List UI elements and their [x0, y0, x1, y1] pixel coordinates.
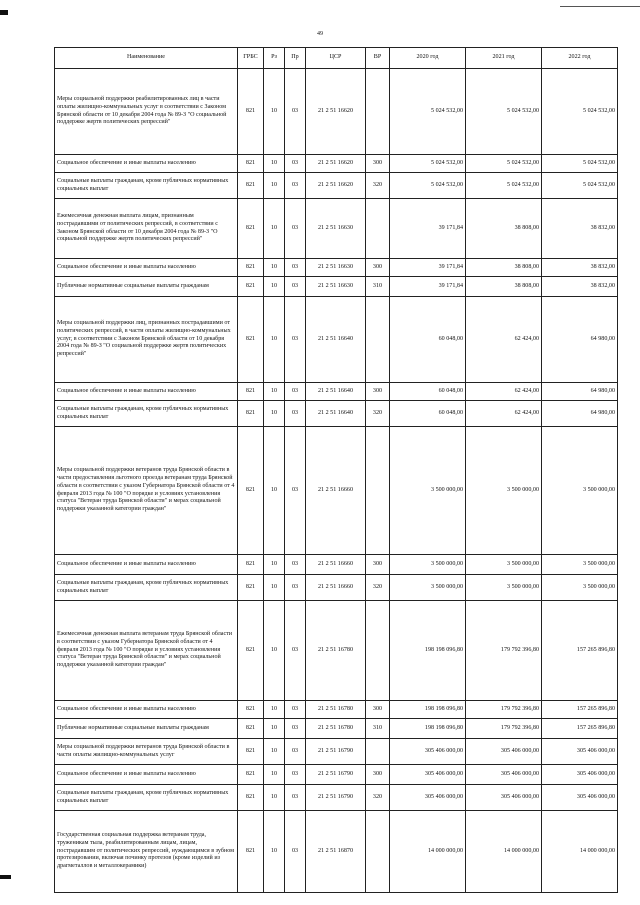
cell-pr: 03: [285, 739, 306, 765]
cell-pr: 03: [285, 575, 306, 601]
cell-y2020: 305 406 000,00: [390, 765, 466, 785]
table-row: [55, 701, 618, 719]
table-row: [55, 811, 618, 893]
cell-pr: 03: [285, 259, 306, 277]
cell-y2020: 3 500 000,00: [390, 555, 466, 575]
cell-y2022: 5 024 532,00: [542, 173, 618, 199]
table-row: [55, 383, 618, 401]
cell-pr: 03: [285, 199, 306, 259]
cell-vr: 300: [366, 155, 390, 173]
scan-mark-bottom: [0, 875, 11, 879]
cell-pr: 03: [285, 297, 306, 383]
cell-y2020: 3 500 000,00: [390, 575, 466, 601]
cell-y2020: 60 048,00: [390, 401, 466, 427]
table-row: [55, 401, 618, 427]
cell-grbs: 821: [238, 575, 264, 601]
table-header-row: [55, 48, 618, 69]
cell-vr: [366, 199, 390, 259]
cell-pr: 03: [285, 785, 306, 811]
cell-csr: 21 2 51 16790: [306, 785, 366, 811]
cell-name: Социальные выплаты гражданам, кроме публичных нормативных социальных выплат: [55, 173, 238, 199]
cell-name: Социальное обеспечение и иные выплаты населению: [55, 555, 238, 575]
table-row: [55, 155, 618, 173]
cell-y2020: 198 198 096,80: [390, 701, 466, 719]
cell-vr: 310: [366, 719, 390, 739]
table-row: [55, 555, 618, 575]
cell-y2022: 157 265 896,80: [542, 601, 618, 701]
cell-csr: 21 2 51 16620: [306, 173, 366, 199]
cell-vr: [366, 427, 390, 555]
cell-y2021: 14 000 000,00: [466, 811, 542, 893]
cell-grbs: 821: [238, 277, 264, 297]
cell-vr: [366, 601, 390, 701]
cell-grbs: 821: [238, 811, 264, 893]
cell-grbs: 821: [238, 739, 264, 765]
cell-y2021: 38 808,00: [466, 199, 542, 259]
cell-y2021: 38 808,00: [466, 277, 542, 297]
cell-y2022: 157 265 896,80: [542, 701, 618, 719]
cell-rz: 10: [264, 259, 285, 277]
cell-y2020: 39 171,84: [390, 199, 466, 259]
cell-csr: 21 2 51 16870: [306, 811, 366, 893]
table-row: [55, 69, 618, 155]
cell-y2020: 3 500 000,00: [390, 427, 466, 555]
cell-vr: [366, 739, 390, 765]
page-number: 49: [317, 31, 323, 37]
cell-y2022: 3 500 000,00: [542, 555, 618, 575]
cell-csr: 21 2 51 16640: [306, 297, 366, 383]
cell-y2021: 305 406 000,00: [466, 765, 542, 785]
cell-y2022: 305 406 000,00: [542, 765, 618, 785]
cell-grbs: 821: [238, 765, 264, 785]
col-header-2022: 2022 год: [542, 48, 618, 69]
cell-pr: 03: [285, 173, 306, 199]
cell-rz: 10: [264, 785, 285, 811]
table-row: [55, 785, 618, 811]
cell-y2021: 5 024 532,00: [466, 69, 542, 155]
cell-y2022: 157 265 896,80: [542, 719, 618, 739]
cell-y2020: 14 000 000,00: [390, 811, 466, 893]
cell-y2021: 305 406 000,00: [466, 785, 542, 811]
cell-vr: [366, 811, 390, 893]
col-header-2021: 2021 год: [466, 48, 542, 69]
cell-y2020: 60 048,00: [390, 383, 466, 401]
cell-vr: [366, 297, 390, 383]
cell-y2022: 14 000 000,00: [542, 811, 618, 893]
cell-csr: 21 2 51 16780: [306, 601, 366, 701]
cell-csr: 21 2 51 16790: [306, 765, 366, 785]
table-row: [55, 297, 618, 383]
cell-pr: 03: [285, 155, 306, 173]
cell-grbs: 821: [238, 259, 264, 277]
cell-rz: 10: [264, 811, 285, 893]
cell-pr: 03: [285, 555, 306, 575]
cell-name: Меры социальной поддержки ветеранов труда Брянской области в части предоставления льготного проезда ветеранам труда Брянской области в соответствии с указом Губернатора Брянской области от 4 февраля 2013 года № 100 "О порядке и условиях установления статуса "Ветеран труда Брянской области" и мерах социальной поддержки указанной категории граждан": [55, 427, 238, 555]
cell-csr: 21 2 51 16630: [306, 259, 366, 277]
col-header-vr: ВР: [366, 48, 390, 69]
cell-y2022: 5 024 532,00: [542, 155, 618, 173]
table-row: [55, 427, 618, 555]
cell-name: Социальное обеспечение и иные выплаты населению: [55, 383, 238, 401]
cell-rz: 10: [264, 199, 285, 259]
cell-csr: 21 2 51 16630: [306, 277, 366, 297]
cell-vr: 320: [366, 173, 390, 199]
cell-name: Социальные выплаты гражданам, кроме публичных нормативных социальных выплат: [55, 401, 238, 427]
cell-y2022: 305 406 000,00: [542, 785, 618, 811]
scan-mark-top: [0, 10, 8, 15]
cell-rz: 10: [264, 765, 285, 785]
cell-y2020: 305 406 000,00: [390, 739, 466, 765]
cell-vr: 300: [366, 555, 390, 575]
cell-name: Социальное обеспечение и иные выплаты населению: [55, 259, 238, 277]
cell-name: Социальное обеспечение и иные выплаты населению: [55, 765, 238, 785]
col-header-grbs: ГРБС: [238, 48, 264, 69]
cell-name: Социальное обеспечение и иные выплаты населению: [55, 701, 238, 719]
cell-y2020: 5 024 532,00: [390, 173, 466, 199]
cell-y2022: 3 500 000,00: [542, 575, 618, 601]
table-row: [55, 259, 618, 277]
cell-y2020: 198 198 096,80: [390, 601, 466, 701]
cell-y2022: 38 832,00: [542, 199, 618, 259]
cell-vr: 320: [366, 401, 390, 427]
table-row: [55, 277, 618, 297]
cell-vr: 300: [366, 701, 390, 719]
cell-vr: 310: [366, 277, 390, 297]
cell-y2020: 5 024 532,00: [390, 69, 466, 155]
cell-y2021: 62 424,00: [466, 401, 542, 427]
cell-csr: 21 2 51 16780: [306, 701, 366, 719]
cell-y2021: 38 808,00: [466, 259, 542, 277]
col-header-pr: Пр: [285, 48, 306, 69]
table-row: [55, 199, 618, 259]
cell-y2021: 305 406 000,00: [466, 739, 542, 765]
cell-grbs: 821: [238, 155, 264, 173]
cell-grbs: 821: [238, 297, 264, 383]
cell-y2021: 179 792 396,80: [466, 719, 542, 739]
table-row: [55, 575, 618, 601]
cell-y2021: 179 792 396,80: [466, 701, 542, 719]
cell-y2021: 62 424,00: [466, 383, 542, 401]
cell-rz: 10: [264, 277, 285, 297]
cell-pr: 03: [285, 69, 306, 155]
cell-y2022: 64 980,00: [542, 297, 618, 383]
cell-pr: 03: [285, 811, 306, 893]
cell-name: Социальные выплаты гражданам, кроме публичных нормативных социальных выплат: [55, 785, 238, 811]
cell-grbs: 821: [238, 401, 264, 427]
cell-vr: 320: [366, 785, 390, 811]
cell-y2021: 3 500 000,00: [466, 555, 542, 575]
cell-pr: 03: [285, 601, 306, 701]
cell-y2021: 5 024 532,00: [466, 173, 542, 199]
cell-grbs: 821: [238, 173, 264, 199]
cell-grbs: 821: [238, 701, 264, 719]
cell-y2022: 64 980,00: [542, 383, 618, 401]
cell-pr: 03: [285, 383, 306, 401]
cell-vr: 300: [366, 259, 390, 277]
cell-grbs: 821: [238, 69, 264, 155]
cell-name: Публичные нормативные социальные выплаты гражданам: [55, 719, 238, 739]
col-header-csr: ЦСР: [306, 48, 366, 69]
cell-csr: 21 2 51 16660: [306, 427, 366, 555]
cell-rz: 10: [264, 601, 285, 701]
cell-y2022: 38 832,00: [542, 259, 618, 277]
cell-pr: 03: [285, 277, 306, 297]
cell-y2020: 39 171,84: [390, 277, 466, 297]
cell-name: Меры социальной поддержки лиц, признанных пострадавшими от политических репрессий, в части оплаты жилищно-коммунальных услуг, в соответствии с Законом Брянской области от 10 декабря 2004 года № 89-З "О социальной поддержке жертв политических репрессий": [55, 297, 238, 383]
cell-y2020: 39 171,84: [390, 259, 466, 277]
cell-pr: 03: [285, 719, 306, 739]
cell-y2020: 60 048,00: [390, 297, 466, 383]
cell-rz: 10: [264, 383, 285, 401]
cell-grbs: 821: [238, 785, 264, 811]
cell-y2021: 62 424,00: [466, 297, 542, 383]
table-row: [55, 765, 618, 785]
cell-y2022: 64 980,00: [542, 401, 618, 427]
col-header-name: Наименование: [55, 48, 238, 69]
cell-vr: [366, 69, 390, 155]
table-row: [55, 601, 618, 701]
cell-pr: 03: [285, 701, 306, 719]
cell-csr: 21 2 51 16620: [306, 69, 366, 155]
cell-rz: 10: [264, 575, 285, 601]
cell-vr: 300: [366, 765, 390, 785]
cell-y2020: 305 406 000,00: [390, 785, 466, 811]
cell-pr: 03: [285, 401, 306, 427]
cell-y2022: 38 832,00: [542, 277, 618, 297]
cell-rz: 10: [264, 173, 285, 199]
cell-csr: 21 2 51 16790: [306, 739, 366, 765]
cell-name: Ежемесячная денежная выплата ветеранам труда Брянской области в соответствии с указом Губернатора Брянской области от 4 февраля 2013 года № 100 "О порядке и условиях установления статуса "Ветеран труда Брянской области" и мерах социальной поддержки указанной категории граждан": [55, 601, 238, 701]
cell-grbs: 821: [238, 199, 264, 259]
cell-rz: 10: [264, 69, 285, 155]
cell-name: Ежемесячная денежная выплата лицам, признанным пострадавшими от политических репрессий, в соответствии с Законом Брянской области от 10 декабря 2004 года № 89-З "О социальной поддержке жертв политических репрессий": [55, 199, 238, 259]
cell-rz: 10: [264, 427, 285, 555]
col-header-rz: Рз: [264, 48, 285, 69]
table-row: [55, 173, 618, 199]
col-header-2020: 2020 год: [390, 48, 466, 69]
cell-csr: 21 2 51 16660: [306, 555, 366, 575]
cell-y2021: 179 792 396,80: [466, 601, 542, 701]
cell-rz: 10: [264, 739, 285, 765]
cell-csr: 21 2 51 16780: [306, 719, 366, 739]
cell-y2022: 5 024 532,00: [542, 69, 618, 155]
cell-y2021: 5 024 532,00: [466, 155, 542, 173]
cell-csr: 21 2 51 16660: [306, 575, 366, 601]
cell-csr: 21 2 51 16640: [306, 401, 366, 427]
cell-rz: 10: [264, 555, 285, 575]
cell-vr: 300: [366, 383, 390, 401]
cell-rz: 10: [264, 701, 285, 719]
cell-rz: 10: [264, 155, 285, 173]
cell-name: Меры социальной поддержки ветеранов труда Брянской области в части оплаты жилищно-коммунальных услуг: [55, 739, 238, 765]
cell-pr: 03: [285, 427, 306, 555]
cell-name: Меры социальной поддержки реабилитированных лиц в части оплаты жилищно-коммунальных услуг в соответствии с Законом Брянской области от 10 декабря 2004 года № 89-З "О социальной поддержке жертв политических репрессий": [55, 69, 238, 155]
cell-grbs: 821: [238, 383, 264, 401]
table-row: [55, 719, 618, 739]
cell-y2021: 3 500 000,00: [466, 575, 542, 601]
cell-grbs: 821: [238, 427, 264, 555]
table-row: [55, 739, 618, 765]
cell-y2021: 3 500 000,00: [466, 427, 542, 555]
cell-name: Публичные нормативные социальные выплаты гражданам: [55, 277, 238, 297]
cell-csr: 21 2 51 16630: [306, 199, 366, 259]
cell-rz: 10: [264, 401, 285, 427]
cell-csr: 21 2 51 16620: [306, 155, 366, 173]
cell-grbs: 821: [238, 601, 264, 701]
cell-y2020: 198 198 096,80: [390, 719, 466, 739]
top-edge-line: [560, 6, 640, 7]
cell-y2022: 3 500 000,00: [542, 427, 618, 555]
cell-y2020: 5 024 532,00: [390, 155, 466, 173]
cell-rz: 10: [264, 719, 285, 739]
cell-vr: 320: [366, 575, 390, 601]
cell-name: Государственная социальная поддержка ветеранам труда, труженикам тыла, реабилитированным лицам, лицам, пострадавшим от политических репрессий, нуждающимся в зубном протезировании, включая починку протезов (кроме изделий из драгметаллов и металлокерамики): [55, 811, 238, 893]
cell-y2022: 305 406 000,00: [542, 739, 618, 765]
budget-table: [54, 47, 618, 893]
cell-rz: 10: [264, 297, 285, 383]
cell-grbs: 821: [238, 555, 264, 575]
cell-grbs: 821: [238, 719, 264, 739]
cell-csr: 21 2 51 16640: [306, 383, 366, 401]
cell-name: Социальные выплаты гражданам, кроме публичных нормативных социальных выплат: [55, 575, 238, 601]
cell-name: Социальное обеспечение и иные выплаты населению: [55, 155, 238, 173]
cell-pr: 03: [285, 765, 306, 785]
